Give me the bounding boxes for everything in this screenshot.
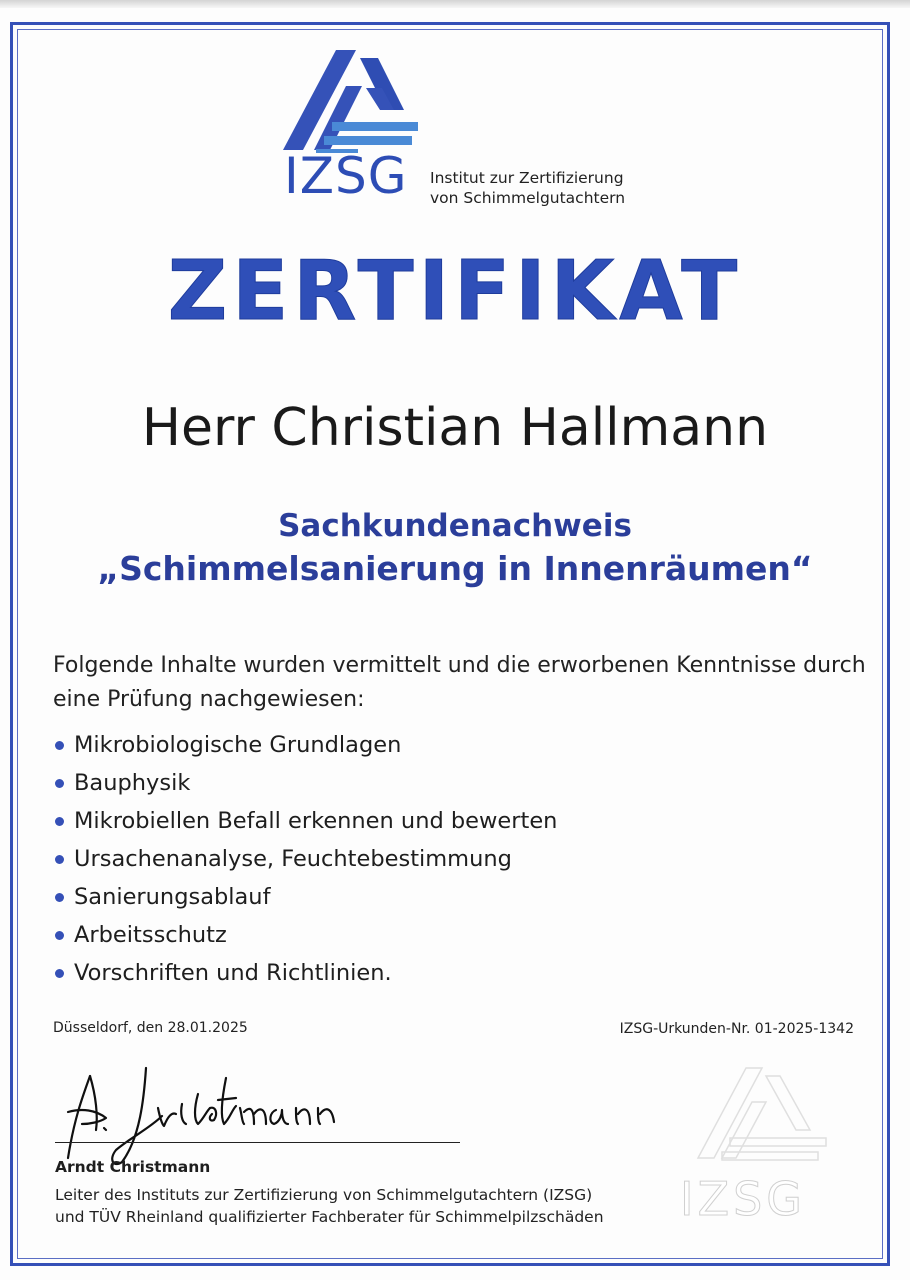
topic-label: Mikrobiellen Befall erkennen und bewerten: [74, 808, 558, 834]
signer-role-line-1: Leiter des Instituts zur Zertifizierung von Schimmelgutachtern (IZSG): [55, 1186, 593, 1204]
watermark-text: IZSG: [680, 1172, 806, 1226]
bullet-dot-icon: [55, 779, 64, 788]
intro-text: Folgende Inhalte wurden vermittelt und die erworbenen Kenntnisse durch eine Prüfung nachgewiesen:: [53, 653, 866, 712]
bullet-dot-icon: [55, 817, 64, 826]
organization-name-line-2: von Schimmelgutachtern: [430, 189, 626, 207]
topic-label: Mikrobiologische Grundlagen: [74, 732, 402, 758]
list-item: [53, 840, 557, 878]
list-item: [53, 764, 557, 802]
topic-label: Bauphysik: [74, 770, 191, 796]
course-heading: [0, 505, 910, 591]
signature-line: [55, 1142, 460, 1143]
scan-top-edge: [0, 0, 910, 8]
handwritten-signature: [60, 1058, 350, 1168]
izsg-triangle-logo-icon: [270, 50, 430, 160]
place-and-date: Düsseldorf, den 28.01.2025: [53, 1020, 248, 1036]
list-item: [53, 802, 557, 840]
topic-list: [53, 726, 557, 992]
topic-label: Vorschriften und Richtlinien.: [74, 960, 392, 986]
organization-name-line-1: Institut zur Zertifizierung: [430, 169, 624, 187]
certificate-number: IZSG-Urkunden-Nr. 01-2025-1342: [619, 1021, 854, 1037]
bullet-dot-icon: [55, 969, 64, 978]
list-item: [53, 954, 557, 992]
logo-abbreviation: IZSG: [284, 147, 408, 205]
signer-name: Arndt Christmann: [55, 1158, 211, 1176]
topic-label: Arbeitsschutz: [74, 922, 227, 948]
list-item: [53, 726, 557, 764]
recipient-name: Herr Christian Hallmann: [141, 398, 769, 458]
organization-name: [430, 168, 625, 208]
bullet-dot-icon: [55, 893, 64, 902]
course-title: „Schimmelsanierung in Innenräumen“: [97, 549, 813, 588]
bullet-dot-icon: [55, 931, 64, 940]
list-item: [53, 916, 557, 954]
topic-label: Sanierungsablauf: [74, 884, 271, 910]
certificate-title: ZERTIFIKAT: [167, 244, 743, 339]
signer-role: [55, 1184, 604, 1228]
course-type: Sachkundenachweis: [278, 508, 632, 544]
bullet-dot-icon: [55, 855, 64, 864]
signer-role-line-2: und TÜV Rheinland qualifizierter Fachberater für Schimmelpilzschäden: [55, 1208, 604, 1226]
topic-label: Ursachenanalyse, Feuchtebestimmung: [74, 846, 512, 872]
bullet-dot-icon: [55, 741, 64, 750]
list-item: [53, 878, 557, 916]
